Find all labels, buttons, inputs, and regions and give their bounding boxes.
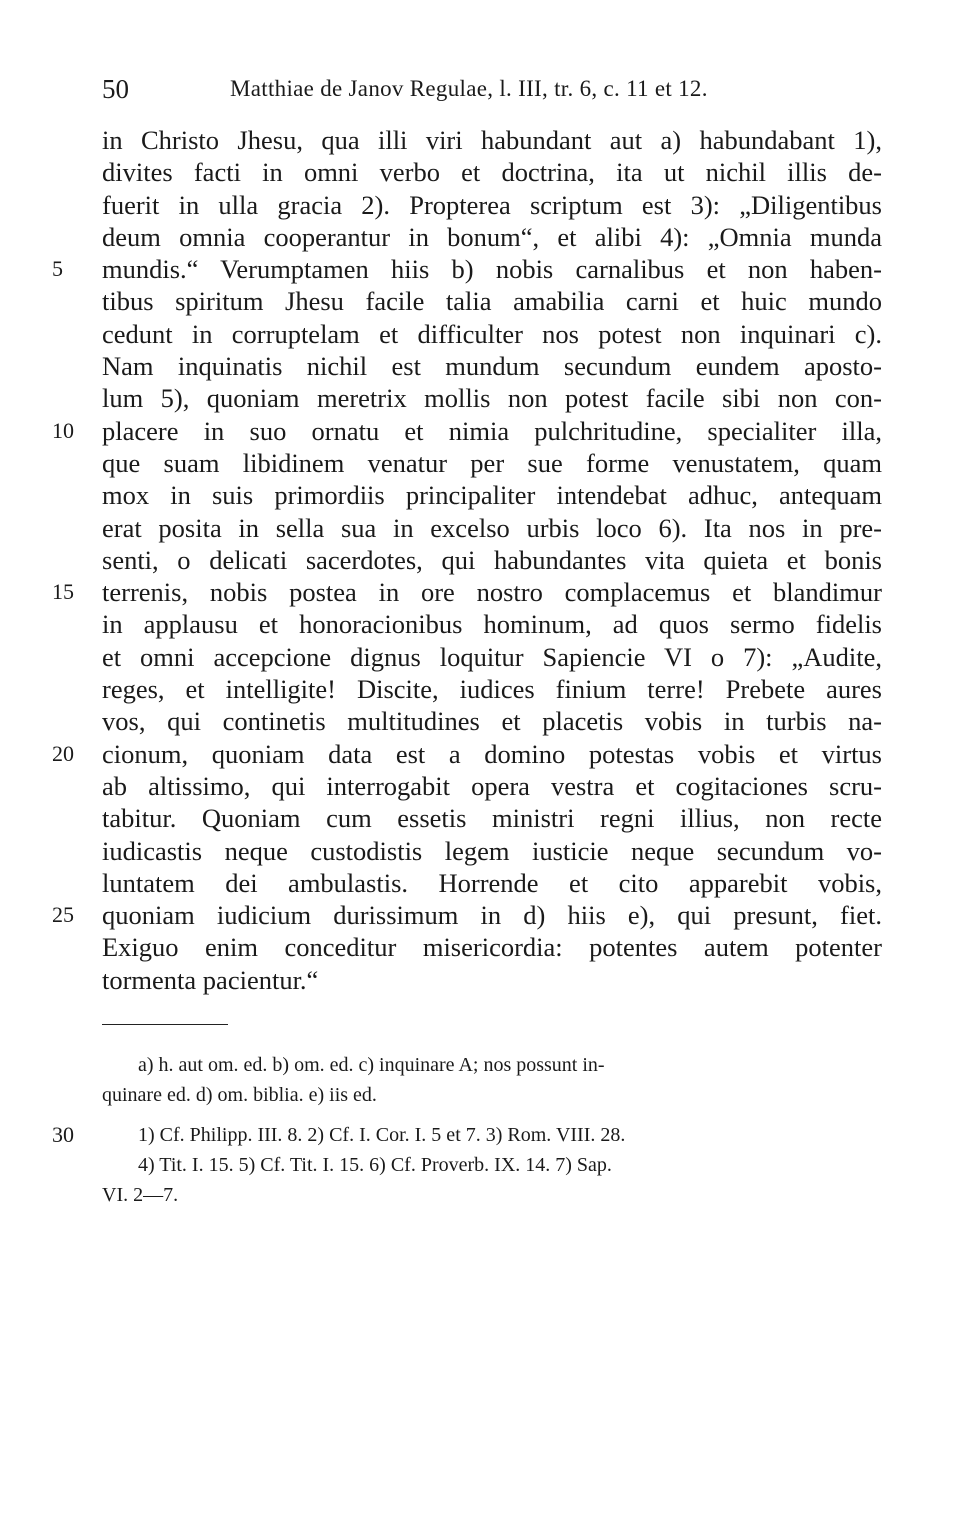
text-line	[102, 641, 882, 673]
line-text: cionum, quoniam data est a domino potestas vobis et virtus	[102, 738, 882, 769]
page-header	[102, 72, 882, 106]
line-text: Exiguo enim conceditur misericordia: potentes autem potenter	[102, 932, 882, 963]
text-line	[102, 544, 882, 576]
text-line	[102, 608, 882, 640]
critical-apparatus	[102, 1050, 882, 1110]
source-note-line	[52, 1120, 882, 1150]
line-text: erat posita in sella sua in excelso urbis loco 6). Ita nos in pre-	[102, 512, 882, 543]
line-text: terrenis, nobis postea in ore nostro complacemus et blandimur	[102, 577, 882, 608]
text-line	[102, 802, 882, 834]
text-line	[102, 512, 882, 544]
line-text: mundis.“ Verumptamen hiis b) nobis carnalibus et non haben-	[102, 254, 882, 285]
line-text: quoniam iudicium durissimum in d) hiis e), qui presunt, fiet.	[102, 900, 882, 931]
line-text: lum 5), quoniam meretrix mollis non potest facile sibi non con-	[102, 383, 882, 414]
line-number: 25	[52, 902, 74, 928]
source-notes	[52, 1120, 882, 1210]
text-line	[52, 738, 882, 770]
line-text: tormenta pacientur.“	[102, 964, 319, 995]
text-line	[102, 350, 882, 382]
text-line	[102, 964, 882, 996]
text-line	[102, 867, 882, 899]
source-note-text: 1) Cf. Philipp. III. 8. 2) Cf. I. Cor. I. 5 et 7. 3) Rom. VIII. 28.	[138, 1124, 626, 1146]
line-text: vos, qui continetis multitudines et placetis vobis in turbis na-	[102, 706, 882, 737]
line-text: senti, o delicati sacerdotes, qui habundantes vita quieta et bonis	[102, 544, 882, 575]
line-text: placere in suo ornatu et nimia pulchritudine, specialiter illa,	[102, 415, 882, 446]
page-number: 50	[102, 74, 129, 104]
line-number: 30	[52, 1122, 74, 1147]
text-line	[102, 124, 882, 156]
line-number: 10	[52, 417, 74, 443]
text-line	[102, 156, 882, 188]
footnote-divider	[102, 1024, 228, 1025]
source-note-line: 4) Tit. I. 15. 5) Cf. Tit. I. 15. 6) Cf. Proverb. IX. 14. 7) Sap.	[138, 1154, 612, 1176]
line-text: que suam libidinem venatur per sue forme venustatem, quam	[102, 447, 882, 478]
line-text: luntatem dei ambulastis. Horrende et cito apparebit vobis,	[102, 867, 882, 898]
line-text: in applausu et honoracionibus hominum, ad quos sermo fidelis	[102, 609, 882, 640]
text-line	[52, 415, 882, 447]
main-text	[52, 124, 882, 996]
text-line	[102, 221, 882, 253]
text-line	[102, 673, 882, 705]
line-text: cedunt in corruptelam et difficulter nos potest non inquinari c).	[102, 318, 882, 349]
line-text: fuerit in ulla gracia 2). Propterea scriptum est 3): „Diligentibus	[102, 189, 882, 220]
critical-note-line: a) h. aut om. ed. b) om. ed. c) inquinare A; nos possunt in-	[138, 1054, 605, 1076]
line-text: tibus spiritum Jhesu facile talia amabilia carni et huic mundo	[102, 286, 882, 317]
line-number: 15	[52, 579, 74, 605]
line-text: reges, et intelligite! Discite, iudices finium terre! Prebete aures	[102, 674, 882, 705]
line-text: divites facti in omni verbo et doctrina, ita ut nichil illis de-	[102, 157, 882, 188]
line-number: 5	[52, 256, 63, 282]
line-text: et omni accepcione dignus loquitur Sapiencie VI o 7): „Audite,	[102, 641, 882, 672]
line-text: in Christo Jhesu, qua illi viri habundant aut a) habundabant 1),	[102, 125, 882, 155]
critical-note-line: quinare ed. d) om. biblia. e) iis ed.	[102, 1084, 377, 1106]
source-note-line: VI. 2—7.	[102, 1184, 179, 1206]
line-text: Nam inquinatis nichil est mundum secundum eundem aposto-	[102, 351, 882, 382]
text-line	[52, 576, 882, 608]
text-line	[102, 770, 882, 802]
text-line	[102, 447, 882, 479]
text-line	[102, 931, 882, 963]
line-text: tabitur. Quoniam cum essetis ministri regni illius, non recte	[102, 803, 882, 834]
line-text: deum omnia cooperantur in bonum“, et alibi 4): „Omnia munda	[102, 221, 882, 252]
text-line	[102, 382, 882, 414]
text-line	[102, 189, 882, 221]
text-line	[52, 899, 882, 931]
line-text: iudicastis neque custodistis legem iusticie neque secundum vo-	[102, 835, 882, 866]
running-head: Matthiae de Janov Regulae, l. III, tr. 6, c. 11 et 12.	[230, 76, 708, 101]
text-line	[102, 835, 882, 867]
line-text: ab altissimo, qui interrogabit opera vestra et cogitaciones scru-	[102, 770, 882, 801]
text-line	[102, 479, 882, 511]
text-line	[102, 318, 882, 350]
text-line	[102, 705, 882, 737]
text-line	[52, 253, 882, 285]
line-text: mox in suis primordiis principaliter intendebat adhuc, antequam	[102, 480, 882, 511]
line-number: 20	[52, 740, 74, 766]
text-line	[102, 285, 882, 317]
